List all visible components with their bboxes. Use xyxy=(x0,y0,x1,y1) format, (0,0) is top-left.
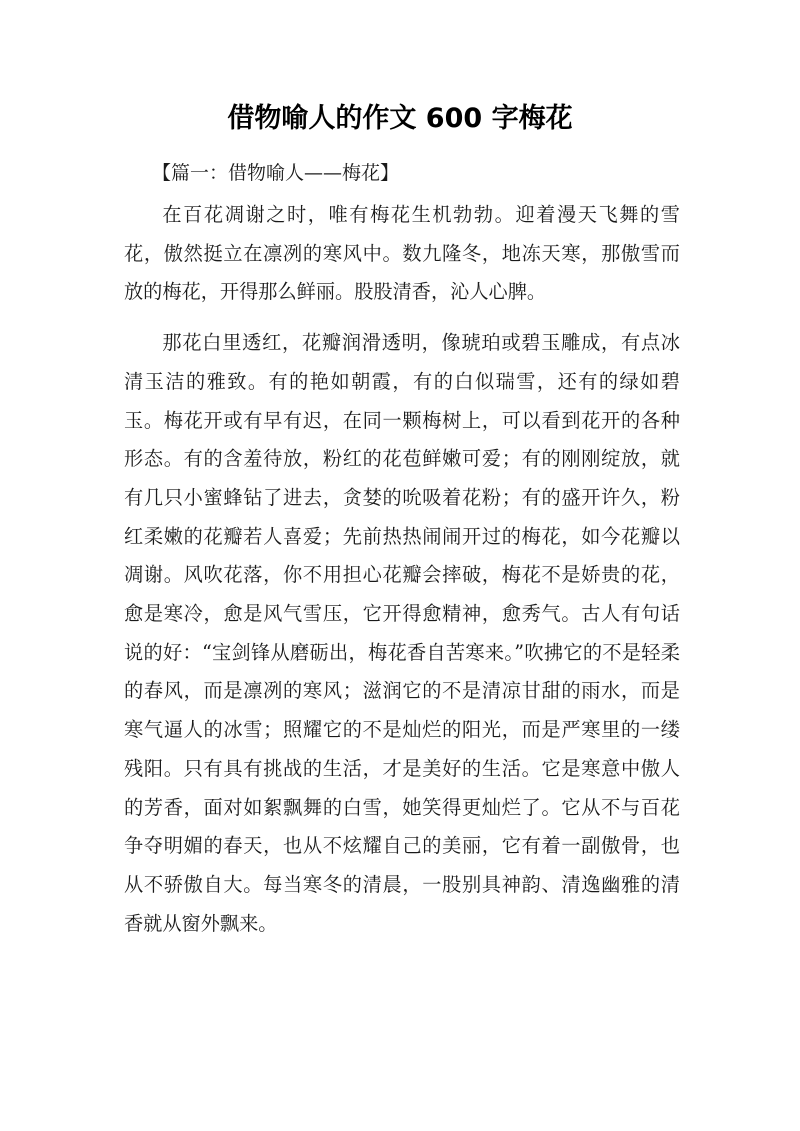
essay-body xyxy=(124,196,680,955)
paragraph: 在百花凋谢之时，唯有梅花生机勃勃。迎着漫天飞舞的雪花，傲然挺立在凛冽的寒风中。数九隆冬，地冻天寒，那傲雪而放的梅花，开得那么鲜丽。股股清香，沁人心脾。 xyxy=(124,203,680,304)
section-heading: 【篇一：借物喻人——梅花】 xyxy=(152,162,400,184)
paragraph: 那花白里透红，花瓣润滑透明，像琥珀或碧玉雕成，有点冰清玉洁的雅致。有的艳如朝霞，有的白似瑞雪，还有的绿如碧玉。梅花开或有早有迟，在同一颗梅树上，可以看到花开的各种形态。有的含羞待放，粉红的花苞鲜嫩可爱；有的刚刚绽放，就有几只小蜜蜂钻了进去，贪婪的吮吸着花粉；有的盛开许久，粉红柔嫩的花瓣若人喜爱；先前热热闹闹开过的梅花，如今花瓣以凋谢。风吹花落，你不用担心花瓣会摔破，梅花不是娇贵的花，愈是寒冷，愈是风气雪压，它开得愈精神，愈秀气。古人有句话说的好：“宝剑锋从磨砺出，梅花香自苦寒来。”吹拂它的不是轻柔的春风，而是凛冽的寒风；滋润它的不是清凉甘甜的雨水，而是寒气逼人的冰雪；照耀它的不是灿烂的阳光，而是严寒里的一缕残阳。只有具有挑战的生活，才是美好的生活。它是寒意中傲人的芳香，面对如絮飘舞的白雪，她笑得更灿烂了。它从不与百花争夺明媚的春天，也从不炫耀自己的美丽，它有着一副傲骨，也从不骄傲自大。每当寒冬的清晨，一股别具神韵、清逸幽雅的清香就从窗外飘来。 xyxy=(124,331,680,935)
page-title: 借物喻人的作文 600 字梅花 xyxy=(227,103,573,134)
